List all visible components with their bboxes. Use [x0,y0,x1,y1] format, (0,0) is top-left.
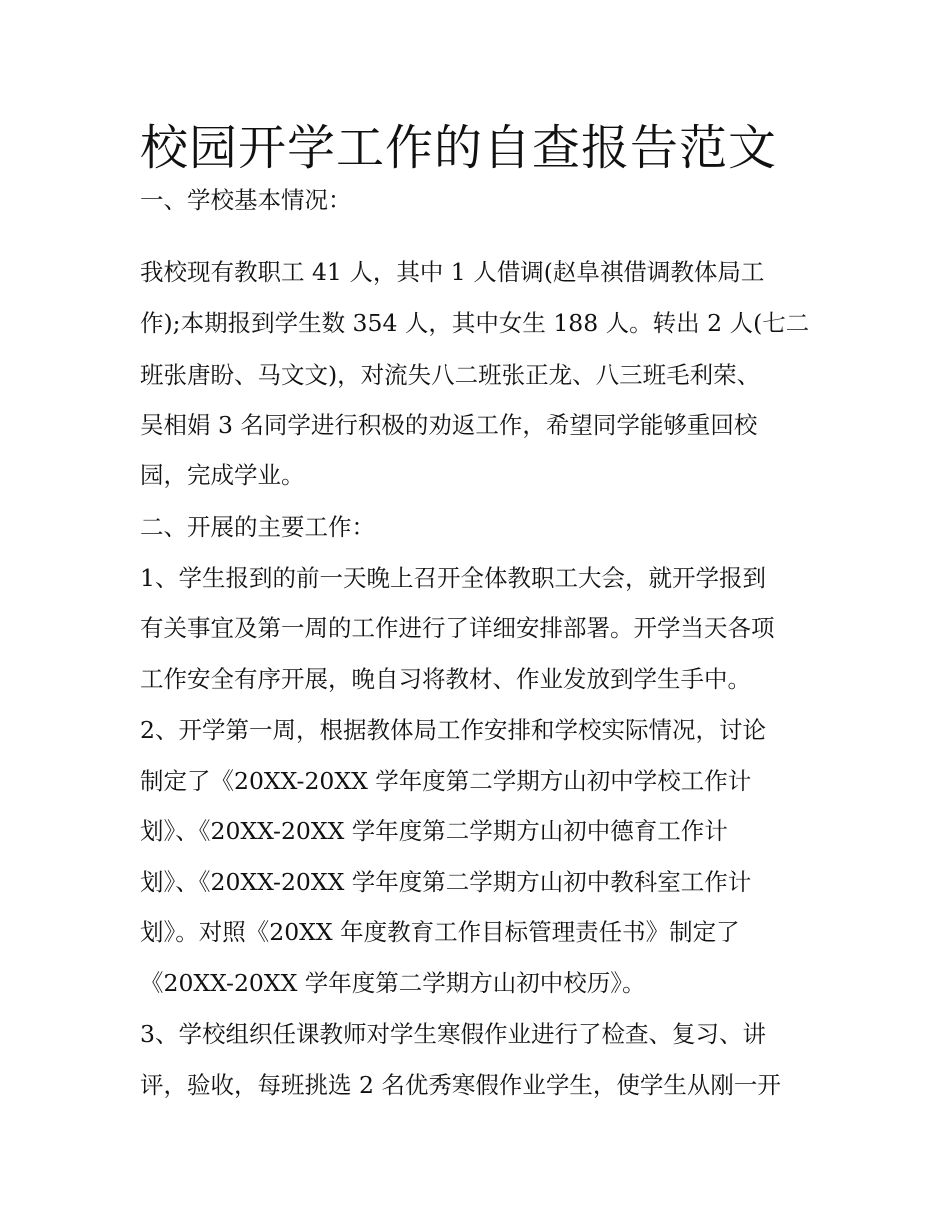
paragraph-line: 制定了《20XX-20XX 学年度第二学期方山初中学校工作计 [140,767,752,795]
paragraph-line: 园，完成学业。 [140,461,305,489]
paragraph-line: 我校现有教职工 41 人，其中 1 人借调(赵阜祺借调教体局工 [140,258,765,286]
paragraph-line: 1、学生报到的前一天晚上召开全体教职工大会，就开学报到 [140,564,766,592]
paragraph-line: 工作安全有序开展，晚自习将教材、作业发放到学生手中。 [140,665,751,693]
section-heading: 二、开展的主要工作： [140,513,375,541]
paragraph-line: 《20XX-20XX 学年度第二学期方山初中校历》。 [140,969,646,997]
paragraph-line: 3、学校组织任课教师对学生寒假作业进行了检查、复习、讲 [140,1020,766,1048]
paragraph-line: 吴相娟 3 名同学进行积极的劝返工作，希望同学能够重回校 [140,411,758,439]
paragraph-line: 评，验收，每班挑选 2 名优秀寒假作业学生，使学生从刚一开 [140,1071,781,1099]
paragraph-line: 划》。对照《20XX 年度教育工作目标管理责任书》制定了 [140,918,740,946]
paragraph-line: 划》、《20XX-20XX 学年度第二学期方山初中教科室工作计 [140,868,752,896]
paragraph-line: 班张唐盼、马文文)，对流失八二班张正龙、八三班毛利荣、 [140,361,761,389]
paragraph-line: 作);本期报到学生数 354 人，其中女生 188 人。转出 2 人(七二 [140,309,810,337]
document-title: 校园开学工作的自查报告范文 [140,120,778,176]
paragraph-line: 有关事宜及第一周的工作进行了详细安排部署。开学当天各项 [140,614,775,642]
paragraph-line: 划》、《20XX-20XX 学年度第二学期方山初中德育工作计 [140,817,728,845]
section-heading: 一、学校基本情况： [140,186,352,214]
paragraph-line: 2、开学第一周，根据教体局工作安排和学校实际情况，讨论 [140,716,766,744]
